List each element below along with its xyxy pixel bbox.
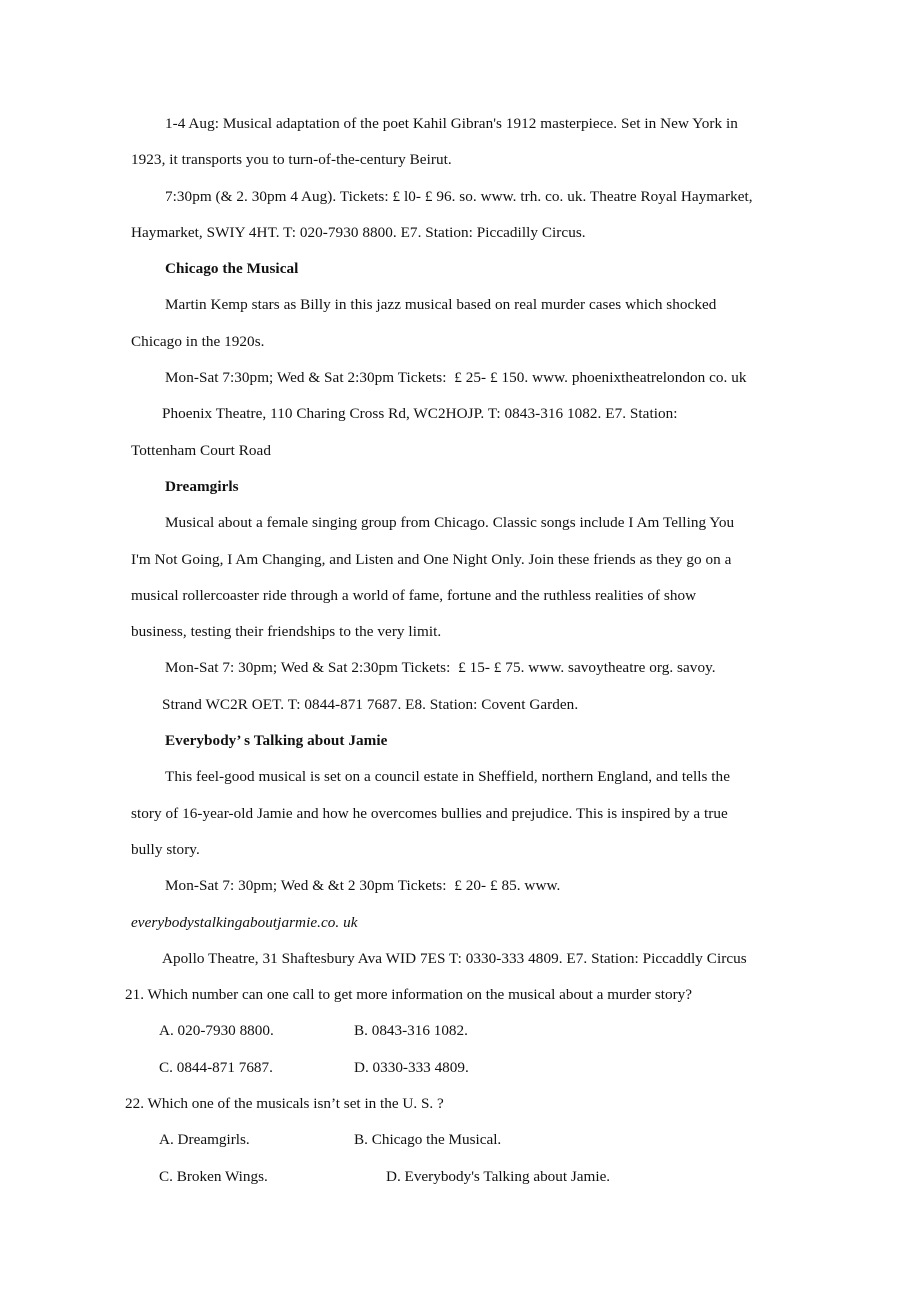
passage-line: Chicago in the 1920s. (131, 332, 265, 350)
question-22 (125, 1086, 795, 1195)
option-c[interactable]: C. Broken Wings. (159, 1167, 268, 1185)
dreamgirls-entry (131, 469, 795, 723)
passage-line: bully story. (131, 840, 200, 858)
passage-line: business, testing their friendships to the very limit. (131, 623, 442, 641)
passage-line: 1923, it transports you to turn-of-the-century Beirut. (131, 151, 452, 169)
chicago-heading: Chicago the Musical (165, 260, 299, 278)
question-stem: 21. Which number can one call to get more information on the musical about a murder story? (125, 986, 692, 1004)
option-row (125, 1159, 795, 1195)
chicago-venue-line: Tottenham Court Road (131, 441, 271, 459)
passage-line: 7:30pm (& 2. 30pm 4 Aug). Tickets: £ l0- £ 96. so. www. trh. co. uk. Theatre Royal Haymarket, (165, 187, 753, 205)
question-stem: 22. Which one of the musicals isn’t set in the U. S. ? (125, 1095, 444, 1113)
passage-line: I'm Not Going, I Am Changing, and Listen and One Night Only. Join these friends as they go on a (131, 550, 732, 568)
option-row (125, 1050, 795, 1086)
passage-line: musical rollercoaster ride through a world of fame, fortune and the ruthless realities of show (131, 586, 697, 604)
chicago-entry (131, 251, 795, 469)
dreamgirls-times-line: Mon-Sat 7: 30pm; Wed & Sat 2:30pm Tickets: £ 15- £ 75. www. savoytheatre org. savoy. (165, 659, 716, 677)
option-row (125, 1122, 795, 1158)
passage-line: 1-4 Aug: Musical adaptation of the poet Kahil Gibran's 1912 masterpiece. Set in New York in (165, 115, 738, 132)
passage-line: Haymarket, SWIY 4HT. T: 020-7930 8800. E7. Station: Piccadilly Circus. (131, 223, 586, 241)
passage-line: story of 16-year-old Jamie and how he overcomes bullies and prejudice. This is inspired by a true (131, 804, 728, 822)
dreamgirls-heading: Dreamgirls (165, 477, 239, 495)
passage-line: Martin Kemp stars as Billy in this jazz musical based on real murder cases which shocked (165, 296, 717, 314)
chicago-venue-line: Phoenix Theatre, 110 Charing Cross Rd, WC2HOJP. T: 0843-316 1082. E7. Station: (162, 405, 678, 423)
broken-wings-entry (131, 106, 795, 251)
jamie-times-line: Mon-Sat 7: 30pm; Wed & &t 2 30pm Tickets: £ 20- £ 85. www. (165, 877, 561, 895)
passage-line: This feel-good musical is set on a council estate in Sheffield, northern England, and tells the (165, 768, 730, 786)
document-body (125, 106, 795, 1195)
jamie-entry (131, 723, 795, 977)
option-d[interactable]: D. 0330-333 4809. (354, 1058, 469, 1076)
jamie-url-line: everybodystalkingaboutjarmie.co. uk (131, 913, 358, 931)
option-row (125, 1013, 795, 1049)
dreamgirls-venue-line: Strand WC2R OET. T: 0844-871 7687. E8. Station: Covent Garden. (162, 695, 579, 713)
option-a[interactable]: A. Dreamgirls. (159, 1131, 250, 1149)
option-d[interactable]: D. Everybody's Talking about Jamie. (386, 1167, 611, 1185)
question-21 (125, 977, 795, 1086)
chicago-times-line: Mon-Sat 7:30pm; Wed & Sat 2:30pm Tickets: £ 25- £ 150. www. phoenixtheatrelondon co. uk (165, 369, 747, 387)
jamie-heading: Everybody’ s Talking about Jamie (165, 732, 388, 750)
option-b[interactable]: B. Chicago the Musical. (354, 1131, 502, 1149)
option-c[interactable]: C. 0844-871 7687. (159, 1058, 273, 1076)
option-b[interactable]: B. 0843-316 1082. (354, 1022, 468, 1040)
jamie-venue-line: Apollo Theatre, 31 Shaftesbury Ava WID 7ES T: 0330-333 4809. E7. Station: Piccaddly Circus (162, 949, 747, 967)
option-a[interactable]: A. 020-7930 8800. (159, 1022, 274, 1040)
passage-line: Musical about a female singing group from Chicago. Classic songs include I Am Telling You (165, 514, 735, 532)
